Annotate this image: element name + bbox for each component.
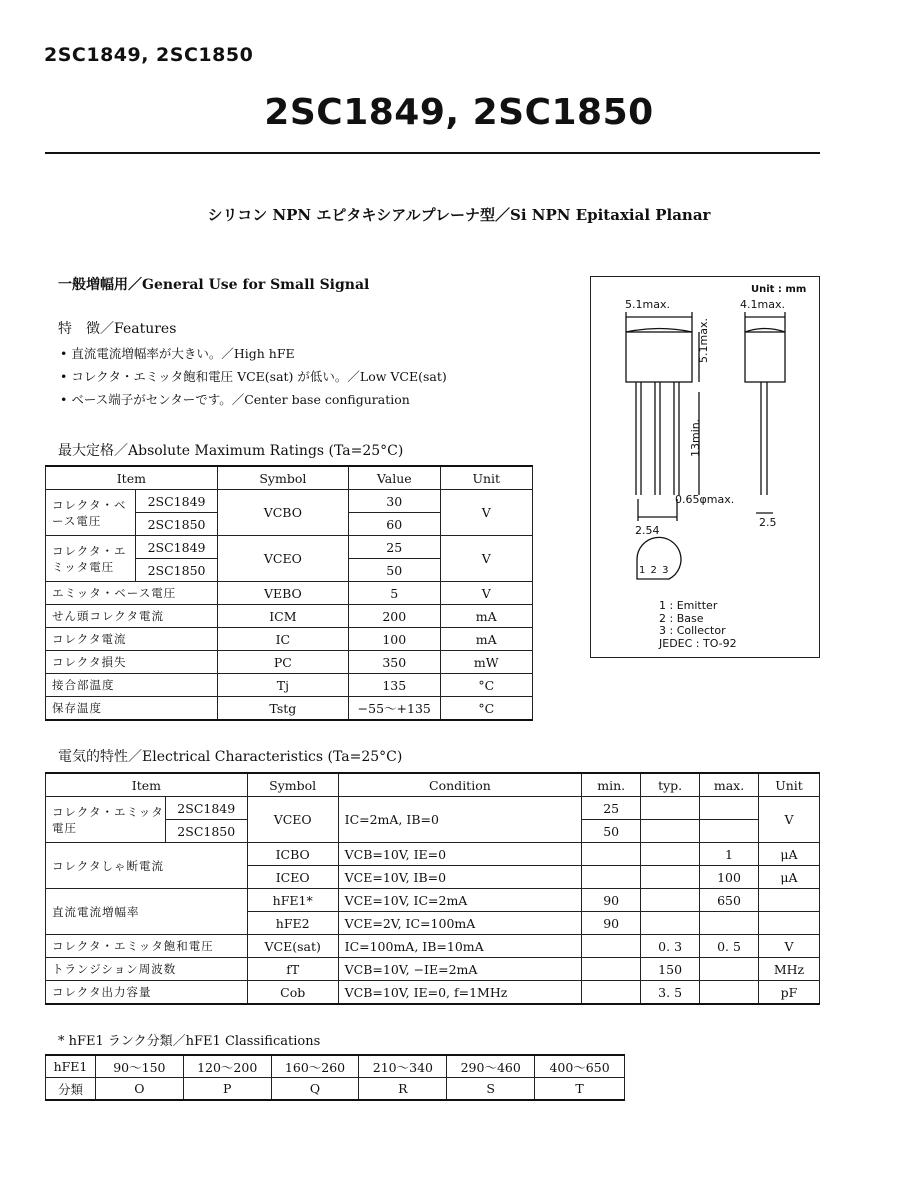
legend-jedec: JEDEC : TO-92 [659, 636, 737, 650]
header-top-left: 2SC1849, 2SC1850 [44, 44, 254, 66]
features-heading: 特 徴／Features [58, 321, 177, 337]
item-cell: コレクタ損失 [46, 651, 218, 674]
table-row [46, 797, 820, 820]
range-cell: 90〜150 [95, 1055, 183, 1078]
col-item: Item [46, 773, 248, 797]
pin-legend [659, 600, 737, 650]
typ-cell: 150 [641, 958, 700, 981]
table-row [46, 981, 820, 1005]
symbol-cell: Tstg [217, 697, 348, 721]
dim-side: 2.5 [759, 516, 777, 529]
dim-pitch: 2.54 [635, 524, 660, 537]
item-cell: コレクタ出力容量 [46, 981, 248, 1005]
value-cell: 135 [349, 674, 441, 697]
condition-cell: VCE=2V, IC=100mA [338, 912, 582, 935]
value-cell: 50 [349, 559, 441, 582]
min-cell [582, 866, 641, 889]
symbol-cell: VCEO [217, 536, 348, 582]
classif-heading: * hFE1 ランク分類／hFE1 Classifications [58, 1034, 321, 1049]
min-cell: 25 [582, 797, 641, 820]
elec-table [45, 772, 820, 1005]
typ-cell [641, 797, 700, 820]
legend-collector: 3 : Collector [659, 624, 726, 637]
unit-cell: mA [440, 628, 533, 651]
item-cell: せん頭コレクタ電流 [46, 605, 218, 628]
min-cell: 90 [582, 912, 641, 935]
symbol-cell: hFE2 [247, 912, 338, 935]
condition-cell: VCB=10V, −IE=2mA [338, 958, 582, 981]
item-cell: エミッタ・ベース電圧 [46, 582, 218, 605]
unit-cell: V [758, 935, 819, 958]
package-drawing [590, 276, 820, 658]
condition-cell: VCE=10V, IB=0 [338, 866, 582, 889]
typ-cell [641, 889, 700, 912]
typ-cell [641, 843, 700, 866]
condition-cell: VCE=10V, IC=2mA [338, 889, 582, 912]
table-row [46, 958, 820, 981]
col-item: Item [46, 466, 218, 490]
dim-lead-dia: 0.65φmax. [675, 493, 735, 506]
typ-cell [641, 820, 700, 843]
condition-cell: VCB=10V, IE=0 [338, 843, 582, 866]
table-row [46, 605, 533, 628]
condition-cell: IC=100mA, IB=10mA [338, 935, 582, 958]
col-value: Value [349, 466, 441, 490]
symbol-cell: fT [247, 958, 338, 981]
min-cell [582, 958, 641, 981]
elec-heading: 電気的特性／Electrical Characteristics (Ta=25°C) [58, 749, 403, 765]
item-cell: 直流電流増幅率 [46, 889, 248, 935]
unit-cell: °C [440, 674, 533, 697]
value-cell: 25 [349, 536, 441, 559]
typ-cell [641, 866, 700, 889]
dim-width: 5.1max. [625, 298, 670, 311]
table-row [46, 843, 820, 866]
table-row [46, 674, 533, 697]
value-cell: 350 [349, 651, 441, 674]
item-cell: コレクタ電流 [46, 628, 218, 651]
unit-label: Unit : mm [751, 284, 807, 295]
rank-cell: O [95, 1078, 183, 1101]
table-row [46, 697, 533, 721]
table-row [46, 628, 533, 651]
range-cell: 160〜260 [271, 1055, 359, 1078]
col-symbol: Symbol [247, 773, 338, 797]
range-cell: 120〜200 [183, 1055, 271, 1078]
col-min: min. [582, 773, 641, 797]
unit-cell: μA [758, 843, 819, 866]
subtitle: シリコン NPN エピタキシアルプレーナ型／Si NPN Epitaxial Planar [207, 206, 711, 224]
unit-cell: pF [758, 981, 819, 1005]
col-condition: Condition [338, 773, 582, 797]
feature-item-1: • 直流電流増幅率が大きい。／High hFE [60, 346, 295, 361]
sub-cell: 2SC1850 [136, 513, 217, 536]
unit-cell: V [758, 797, 819, 843]
title-rule [45, 152, 820, 154]
symbol-cell: IC [217, 628, 348, 651]
symbol-cell: PC [217, 651, 348, 674]
value-cell: 5 [349, 582, 441, 605]
symbol-cell: Cob [247, 981, 338, 1005]
unit-cell: mA [440, 605, 533, 628]
max-cell: 1 [700, 843, 759, 866]
item-cell: コレクタ・エミッタ飽和電圧 [46, 935, 248, 958]
typ-cell: 0. 3 [641, 935, 700, 958]
value-cell: −55〜+135 [349, 697, 441, 721]
min-cell: 50 [582, 820, 641, 843]
item-cell: コレクタ・エミッタ電圧 [46, 797, 166, 843]
sub-cell: 2SC1849 [136, 490, 217, 513]
symbol-cell: ICM [217, 605, 348, 628]
col-symbol: Symbol [217, 466, 348, 490]
unit-cell: V [440, 536, 533, 582]
item-cell: コレクタ・エミッタ電圧 [46, 536, 136, 582]
table-row [46, 889, 820, 912]
feature-item-2: • コレクタ・エミッタ飽和電圧 VCE(sat) が低い。／Low VCE(sat) [60, 369, 447, 384]
unit-cell: μA [758, 866, 819, 889]
unit-cell [758, 889, 819, 912]
legend-emitter: 1 : Emitter [659, 599, 718, 612]
max-cell [700, 981, 759, 1005]
item-cell: コレクタ・ベース電圧 [46, 490, 136, 536]
unit-cell: mW [440, 651, 533, 674]
max-cell: 0. 5 [700, 935, 759, 958]
value-cell: 60 [349, 513, 441, 536]
feature-item-3: • ベース端子がセンターです。／Center base configuration [60, 392, 410, 407]
typ-cell [641, 912, 700, 935]
symbol-cell: hFE1* [247, 889, 338, 912]
value-cell: 30 [349, 490, 441, 513]
symbol-cell: VCE(sat) [247, 935, 338, 958]
table-row [46, 490, 533, 513]
use-heading: 一般増幅用／General Use for Small Signal [58, 277, 370, 293]
min-cell: 90 [582, 889, 641, 912]
max-cell: 100 [700, 866, 759, 889]
col-max: max. [700, 773, 759, 797]
item-cell: コレクタしゃ断電流 [46, 843, 248, 889]
symbol-cell: Tj [217, 674, 348, 697]
symbol-cell: VCBO [217, 490, 348, 536]
max-cell [700, 797, 759, 820]
abs-max-table [45, 465, 533, 721]
dim-lead-length: 13min. [689, 418, 702, 457]
sub-cell: 2SC1850 [165, 820, 247, 843]
table-row [46, 1078, 625, 1101]
table-row [46, 935, 820, 958]
unit-cell: V [440, 490, 533, 536]
unit-cell: °C [440, 697, 533, 721]
dim-depth: 4.1max. [740, 298, 785, 311]
unit-cell: V [440, 582, 533, 605]
item-cell: 保存温度 [46, 697, 218, 721]
item-cell: トランジション周波数 [46, 958, 248, 981]
table-row [46, 582, 533, 605]
legend-base: 2 : Base [659, 611, 704, 625]
pin-numbers: 1 2 3 [639, 565, 670, 576]
rank-cell: R [359, 1078, 447, 1101]
row-label: 分類 [46, 1078, 96, 1101]
typ-cell: 3. 5 [641, 981, 700, 1005]
rank-cell: P [183, 1078, 271, 1101]
dim-height: 5.1max. [697, 318, 710, 363]
item-cell: 接合部温度 [46, 674, 218, 697]
table-row [46, 651, 533, 674]
max-cell [700, 820, 759, 843]
table-row [46, 536, 533, 559]
table-header-row [46, 466, 533, 490]
value-cell: 100 [349, 628, 441, 651]
min-cell [582, 935, 641, 958]
table-header-row [46, 773, 820, 797]
rank-cell: T [535, 1078, 625, 1101]
page-title: 2SC1849, 2SC1850 [264, 92, 654, 133]
max-cell [700, 912, 759, 935]
col-unit: Unit [758, 773, 819, 797]
symbol-cell: VCEO [247, 797, 338, 843]
min-cell [582, 981, 641, 1005]
condition-cell: IC=2mA, IB=0 [338, 797, 582, 843]
max-cell [700, 958, 759, 981]
table-row [46, 1055, 625, 1078]
symbol-cell: VEBO [217, 582, 348, 605]
symbol-cell: ICEO [247, 866, 338, 889]
rank-cell: Q [271, 1078, 359, 1101]
symbol-cell: ICBO [247, 843, 338, 866]
min-cell [582, 843, 641, 866]
col-unit: Unit [440, 466, 533, 490]
classif-table [45, 1054, 625, 1101]
max-cell: 650 [700, 889, 759, 912]
sub-cell: 2SC1850 [136, 559, 217, 582]
abs-max-heading: 最大定格／Absolute Maximum Ratings (Ta=25°C) [58, 443, 404, 459]
unit-cell [758, 912, 819, 935]
row-label: hFE1 [46, 1055, 96, 1078]
range-cell: 210〜340 [359, 1055, 447, 1078]
col-typ: typ. [641, 773, 700, 797]
unit-cell: MHz [758, 958, 819, 981]
value-cell: 200 [349, 605, 441, 628]
range-cell: 400〜650 [535, 1055, 625, 1078]
range-cell: 290〜460 [447, 1055, 535, 1078]
sub-cell: 2SC1849 [136, 536, 217, 559]
sub-cell: 2SC1849 [165, 797, 247, 820]
condition-cell: VCB=10V, IE=0, f=1MHz [338, 981, 582, 1005]
rank-cell: S [447, 1078, 535, 1101]
